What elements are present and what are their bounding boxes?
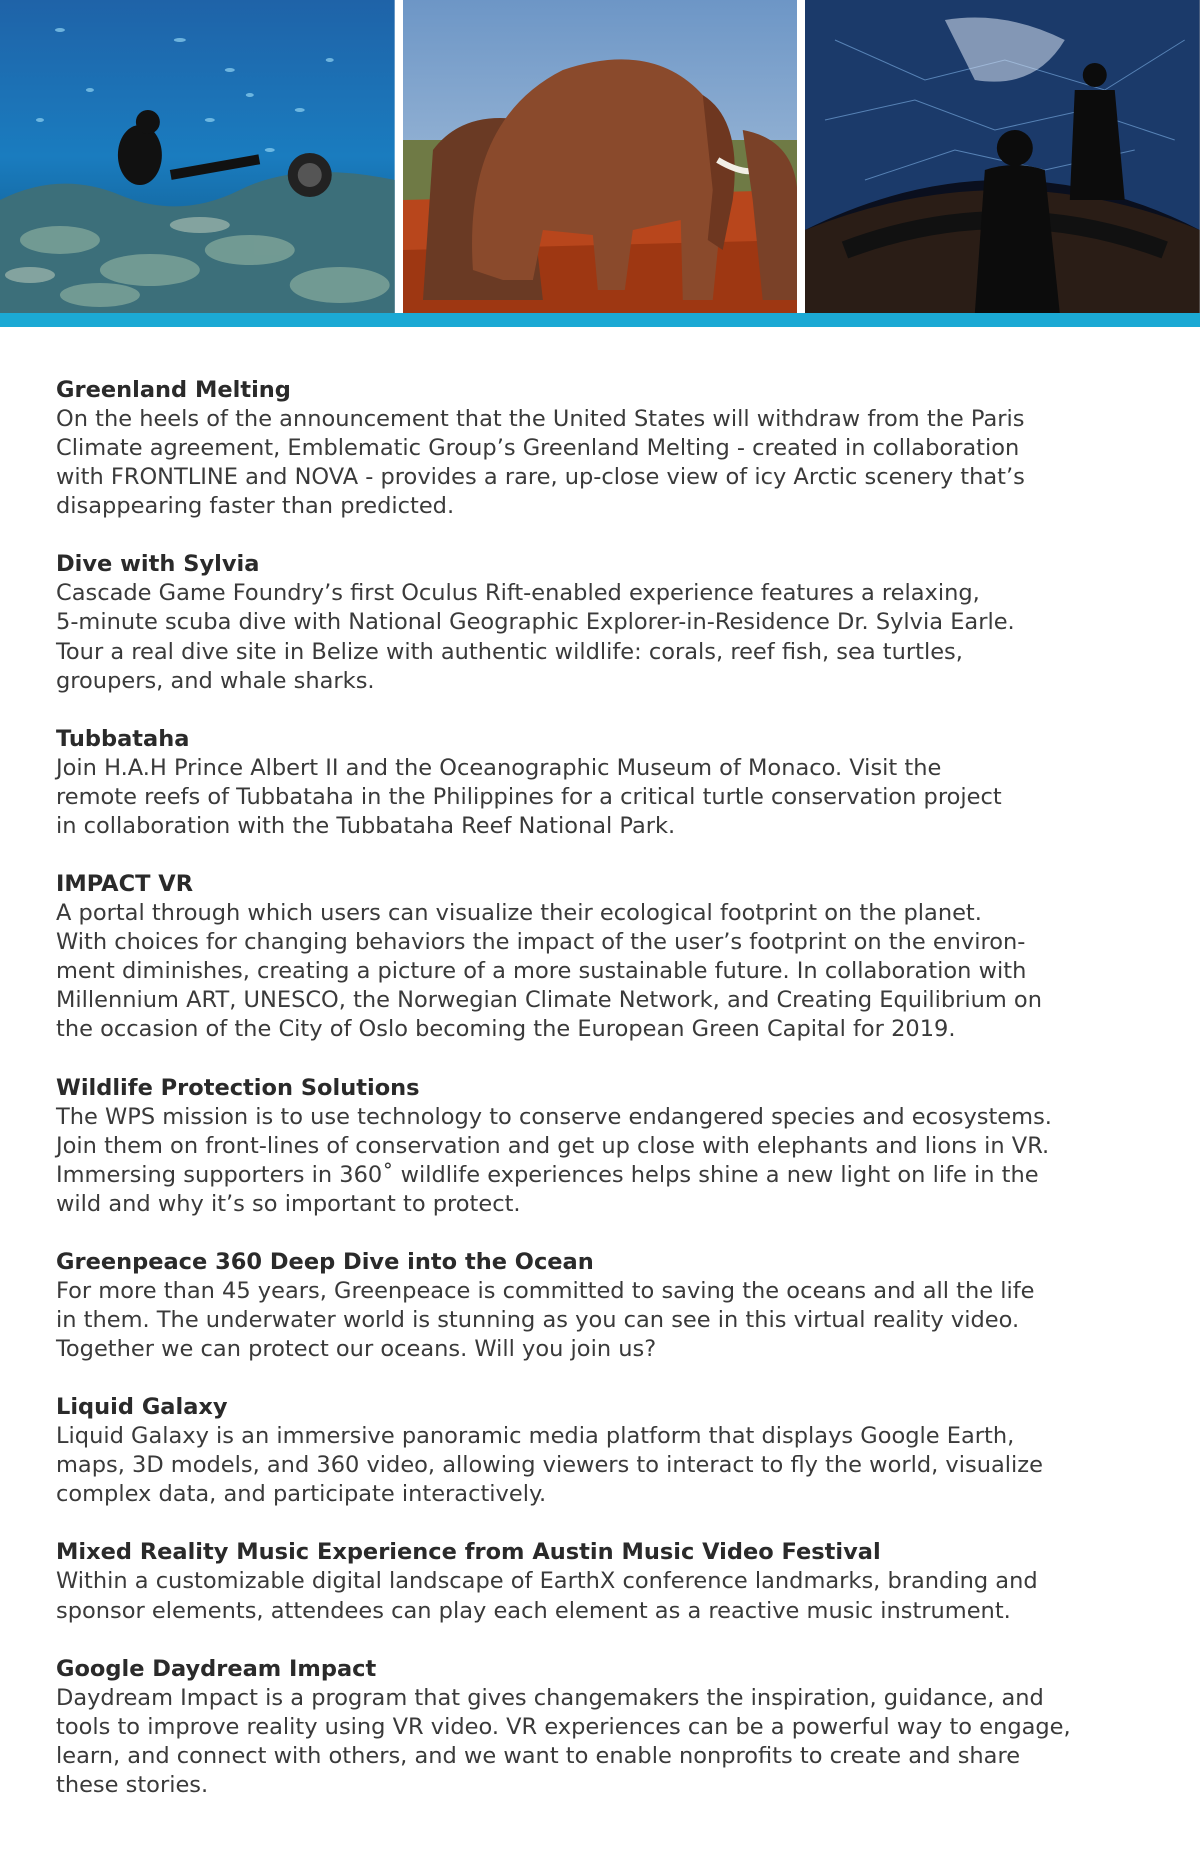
entry-google-daydream-impact xyxy=(56,1655,1156,1800)
entry-title: Mixed Reality Music Experience from Austin Music Video Festival xyxy=(56,1539,881,1566)
entry-text-line: Tour a real dive site in Belize with authentic wildlife: corals, reef fish, sea turtles, xyxy=(56,638,963,665)
entry-text-line: ment diminishes, creating a picture of a more sustainable future. In collaboration with xyxy=(56,958,1027,985)
entry-liquid-galaxy xyxy=(56,1393,1156,1509)
entry-title: Greenland Melting xyxy=(56,377,291,403)
entry-text-line: With choices for changing behaviors the impact of the user’s footprint on the environ- xyxy=(56,929,1026,956)
entry-text-line: Together we can protect our oceans. Will you join us? xyxy=(56,1336,657,1363)
entry-title: Dive with Sylvia xyxy=(56,551,260,578)
accent-bar xyxy=(0,313,1200,327)
photo-diver-reef xyxy=(0,0,395,313)
elephants-image xyxy=(403,0,798,313)
entry-text-line: tools to improve reality using VR video. VR experiences can be a powerful way to engage, xyxy=(56,1713,1071,1740)
entry-text-line: remote reefs of Tubbataha in the Philippines for a critical turtle conservation project xyxy=(56,783,1002,810)
entry-tubbataha xyxy=(56,725,1156,841)
entry-title: Google Daydream Impact xyxy=(56,1655,377,1682)
entry-text-line: Join H.A.H Prince Albert II and the Oceanographic Museum of Monaco. Visit the xyxy=(56,754,942,781)
entry-text-line: learn, and connect with others, and we want to enable nonprofits to create and share xyxy=(56,1742,1021,1769)
entry-text-line: groupers, and whale sharks. xyxy=(56,667,375,694)
entry-text-line: Join them on front-lines of conservation and get up close with elephants and lions in VR. xyxy=(56,1132,1050,1159)
entry-title: Wildlife Protection Solutions xyxy=(56,1074,420,1101)
entry-text-line: Cascade Game Foundry’s first Oculus Rift-enabled experience features a relaxing, xyxy=(56,580,980,607)
entry-text-line: maps, 3D models, and 360 video, allowing viewers to interact to fly the world, visualize xyxy=(56,1452,1043,1479)
entry-text-line: with FRONTLINE and NOVA - provides a rare, up-close view of icy Arctic scenery that’s xyxy=(56,464,1025,491)
entry-dive-with-sylvia xyxy=(56,550,1156,695)
entry-text-line: A portal through which users can visualize their ecological footprint on the planet. xyxy=(56,900,982,927)
entry-text-line: disappearing faster than predicted. xyxy=(56,493,455,520)
entry-text-line: On the heels of the announcement that the United States will withdraw from the Paris xyxy=(56,406,1025,432)
entry-text-line: For more than 45 years, Greenpeace is committed to saving the oceans and all the life xyxy=(56,1277,1035,1304)
photo-strip xyxy=(0,0,1200,313)
entry-text-line: Millennium ART, UNESCO, the Norwegian Climate Network, and Creating Equilibrium on xyxy=(56,987,1042,1014)
entry-text-line: in collaboration with the Tubbataha Reef National Park. xyxy=(56,812,676,839)
photo-elephants xyxy=(403,0,798,313)
entry-text-line: wild and why it’s so important to protect. xyxy=(56,1190,521,1217)
entry-mixed-reality-music xyxy=(56,1538,1156,1625)
entry-text-line: Climate agreement, Emblematic Group’s Greenland Melting - created in collaboration xyxy=(56,435,1020,462)
entry-text-line: Within a customizable digital landscape of EarthX conference landmarks, branding and xyxy=(56,1568,1038,1595)
photo-dome-display xyxy=(805,0,1200,313)
entry-text-line: sponsor elements, attendees can play each element as a reactive music instrument. xyxy=(56,1597,1011,1624)
entry-impact-vr xyxy=(56,870,1156,1044)
entry-text-line: in them. The underwater world is stunning as you can see in this virtual reality video. xyxy=(56,1306,1020,1333)
entry-title: IMPACT VR xyxy=(56,871,194,898)
entry-text-line: the occasion of the City of Oslo becoming the European Green Capital for 2019. xyxy=(56,1016,956,1043)
entries-list xyxy=(56,376,1156,1829)
entry-title: Liquid Galaxy xyxy=(56,1394,228,1421)
entry-text-line: Immersing supporters in 360˚ wildlife experiences helps shine a new light on life in the xyxy=(56,1161,1039,1188)
entry-greenpeace-360 xyxy=(56,1248,1156,1364)
entry-text-line: complex data, and participate interactively. xyxy=(56,1481,547,1508)
entry-wildlife-protection-solutions xyxy=(56,1074,1156,1219)
entry-text-line: The WPS mission is to use technology to conserve endangered species and ecosystems. xyxy=(56,1103,1052,1130)
entry-text-line: these stories. xyxy=(56,1771,209,1798)
dome-display-image xyxy=(805,0,1200,313)
entry-title: Greenpeace 360 Deep Dive into the Ocean xyxy=(56,1248,594,1275)
entry-text-line: 5-minute scuba dive with National Geographic Explorer-in-Residence Dr. Sylvia Earle. xyxy=(56,609,1015,636)
entry-greenland-melting xyxy=(56,376,1156,521)
diver-reef-image xyxy=(0,0,395,313)
entry-text-line: Liquid Galaxy is an immersive panoramic media platform that displays Google Earth, xyxy=(56,1423,1015,1450)
entry-title: Tubbataha xyxy=(56,725,190,752)
entry-text-line: Daydream Impact is a program that gives changemakers the inspiration, guidance, and xyxy=(56,1684,1044,1711)
